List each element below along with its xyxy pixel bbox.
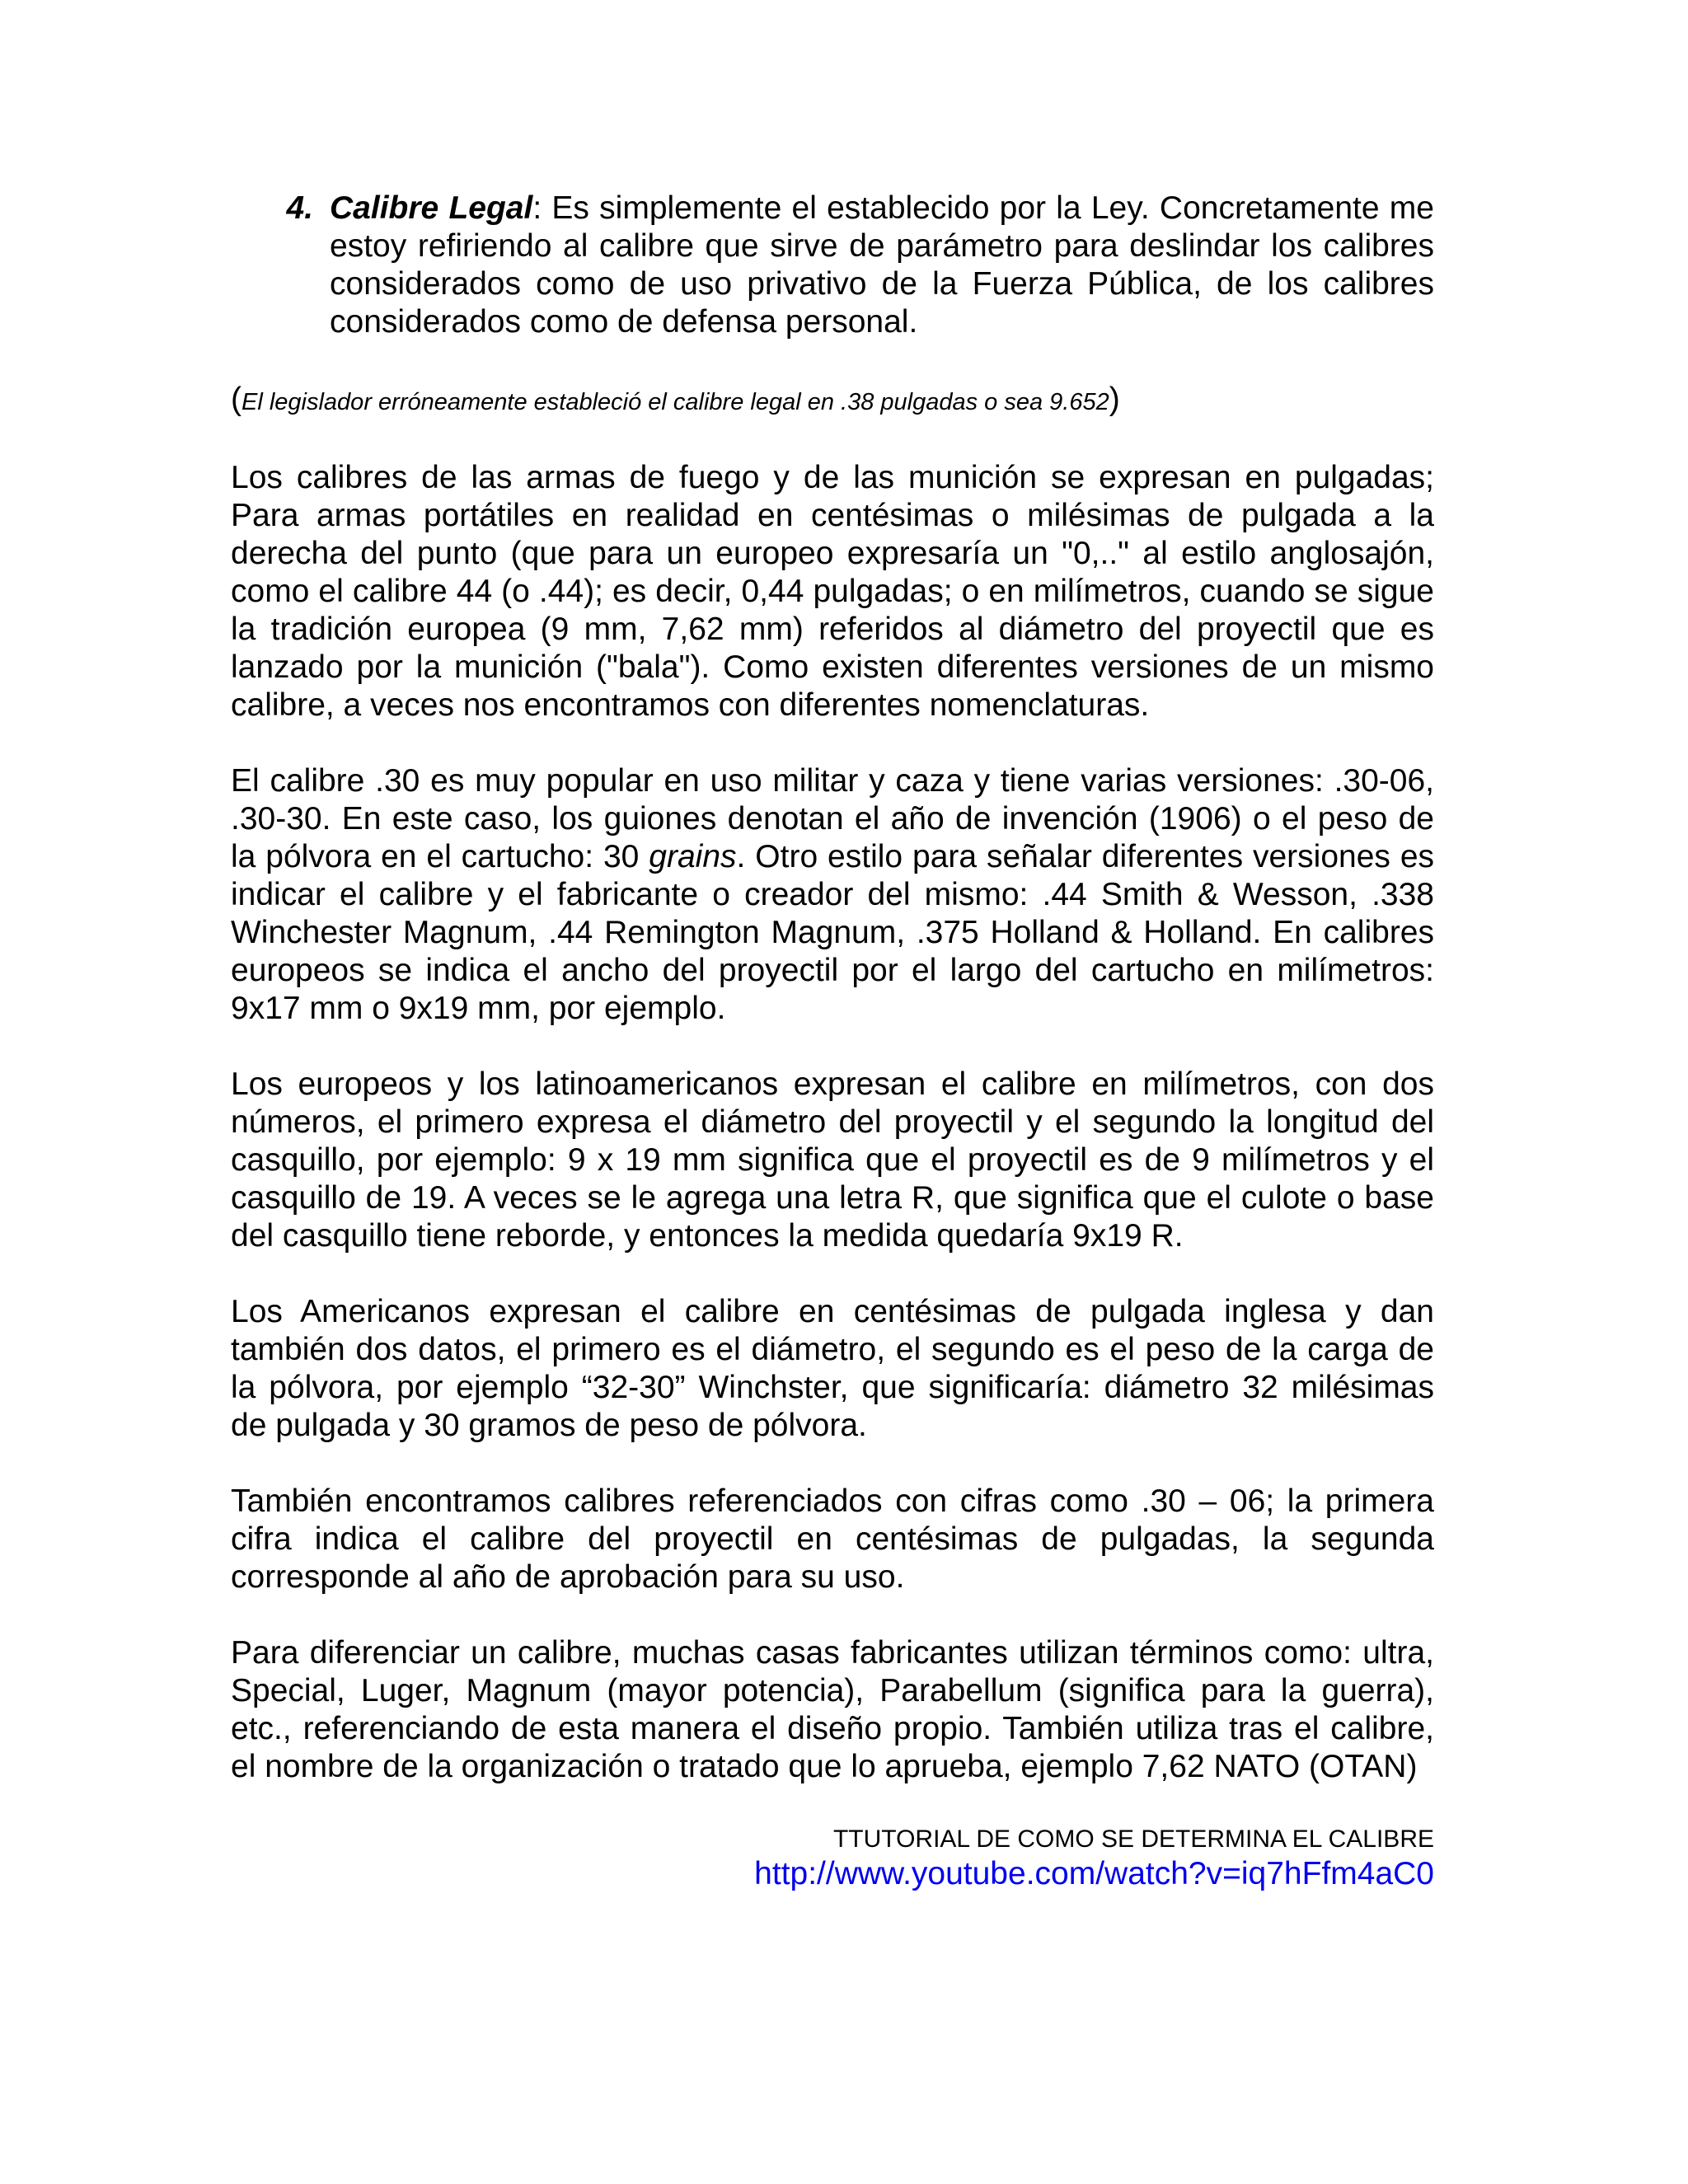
paragraph-cifras: También encontramos calibres referenciados con cifras como .30 – 06; la primera cifra indica el calibre del proyectil en centésimas de pulgadas, la segunda corresponde al año de aprobación para su uso.	[231, 1483, 1434, 1595]
note-text: El legislador erróneamente estableció el calibre legal en .38 pulgadas o sea 9.652	[241, 389, 1109, 415]
tutorial-footer	[231, 1824, 1434, 1893]
note-close-paren: )	[1109, 382, 1120, 417]
list-item-body	[330, 190, 1434, 341]
paragraph-calibre-30	[231, 762, 1434, 1028]
paragraph-calibre-30-emph: grains	[649, 839, 737, 874]
note-open-paren: (	[231, 382, 241, 417]
document-page	[231, 190, 1434, 1893]
paragraph-calibre-units: Los calibres de las armas de fuego y de las munición se expresan en pulgadas; Para armas portátiles en realidad en centésimas o milésimas de pulgada a la derecha del punto (que para un europeo expresaría un "0,.." al estilo anglosajón, como el calibre 44 (o .44); es decir, 0,44 pulgadas; o en milímetros, cuando se sigue la tradición europea (9 mm, 7,62 mm) referidos al diámetro del proyectil que es lanzado por la munición ("bala"). Como existen diferentes versiones de un mismo calibre, a veces nos encontramos con diferentes nomenclaturas.	[231, 460, 1434, 723]
list-item-number: 4.	[286, 190, 313, 226]
legislator-note	[231, 381, 1434, 421]
tutorial-link[interactable]: http://www.youtube.com/watch?v=iq7hFfm4aC0	[754, 1856, 1434, 1891]
paragraph-calibre-30-after: . Otro estilo para señalar diferentes versiones es indicar el calibre y el fabricante o creador del mismo: .44 Smith & Wesson, .338 Winchester Magnum, .44 Remington Magnum, .375 Holland & Holland. En calibres europeos se indica el ancho del proyectil por el largo del cartucho en milímetros: 9x17 mm o 9x19 mm, por ejemplo.	[231, 839, 1435, 1026]
list-item-text: : Es simplemente el establecido por la Ley. Concretamente me estoy refiriendo al calibre que sirve de parámetro para deslindar los calibres considerados como de uso privativo de la Fuerza Pública, de los calibres considerados como de defensa personal.	[330, 190, 1434, 340]
paragraph-calibre-30-before: El calibre .30 es muy popular en uso militar y caza y tiene varias versiones: .30-06, .30-30. En este caso, los guiones denotan el año de invención (1906) o el peso de la pólvora en el cartucho: 30	[231, 763, 1434, 874]
list-item-calibre-legal	[231, 190, 1434, 341]
list-item-term: Calibre Legal	[330, 190, 533, 226]
paragraph-fabricantes: Para diferenciar un calibre, muchas casas fabricantes utilizan términos como: ultra, Special, Luger, Magnum (mayor potencia), Parabellum (significa para la guerra), etc., referenciando de esta manera el diseño propio. También utiliza tras el calibre, el nombre de la organización o tratado que lo aprueba, ejemplo 7,62 NATO (OTAN)	[231, 1635, 1434, 1784]
paragraph-americanos: Los Americanos expresan el calibre en centésimas de pulgada inglesa y dan también dos datos, el primero es el diámetro, el segundo es el peso de la carga de la pólvora, por ejemplo “32-30” Winchster, que significaría: diámetro 32 milésimas de pulgada y 30 gramos de peso de pólvora.	[231, 1294, 1434, 1443]
tutorial-title: TTUTORIAL DE COMO SE DETERMINA EL CALIBRE	[832, 1825, 1434, 1853]
paragraph-europeos: Los europeos y los latinoamericanos expresan el calibre en milímetros, con dos números, el primero expresa el diámetro del proyectil y el segundo la longitud del casquillo, por ejemplo: 9 x 19 mm significa que el proyectil es de 9 milímetros y el casquillo de 19. A veces se le agrega una letra R, que significa que el culote o base del casquillo tiene reborde, y entonces la medida quedaría 9x19 R.	[231, 1066, 1434, 1254]
